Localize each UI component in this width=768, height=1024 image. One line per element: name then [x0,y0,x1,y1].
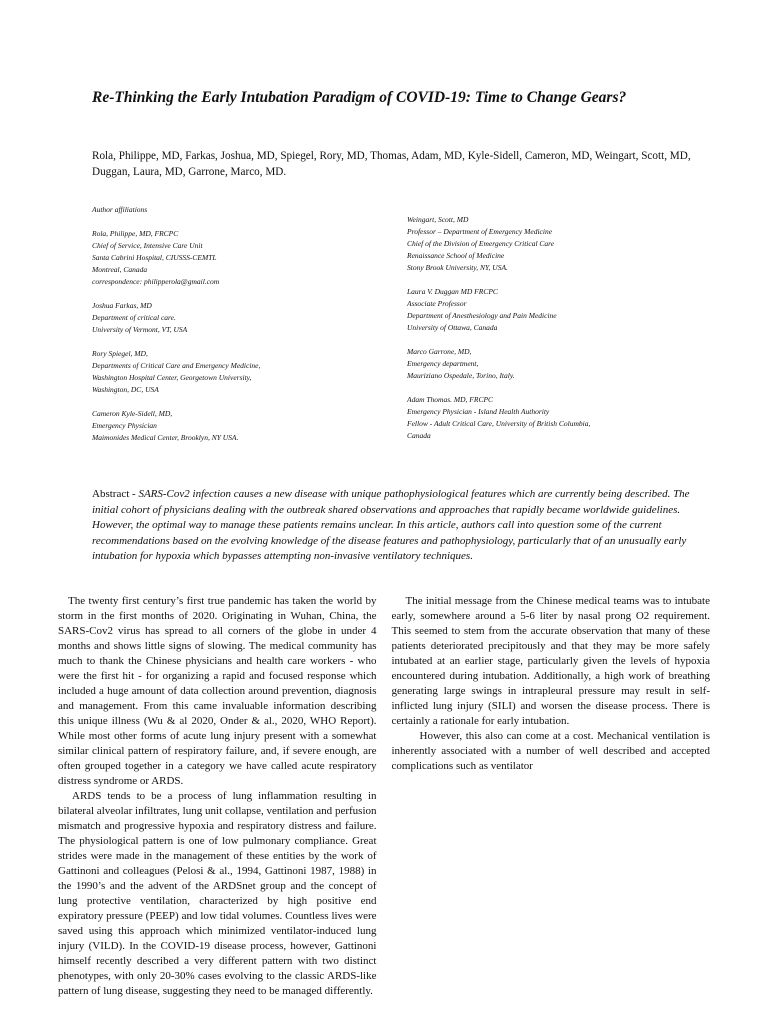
affiliation-block [92,348,392,396]
affiliation-line: Marco Garrone, MD, [407,347,472,356]
affiliation-line: Chief of the Division of Emergency Critical Care [407,239,555,248]
affiliation-line: Cameron Kyle-Sidell, MD, [92,409,173,418]
affiliation-line: Stony Brook University, NY, USA. [407,263,508,272]
affiliation-line: Joshua Farkas, MD [92,301,152,310]
affiliation-line: Montreal, Canada [92,265,148,274]
affiliation-line: Washington Hospital Center, Georgetown University, [92,373,252,382]
body-paragraph: The initial message from the Chinese medical teams was to intubate early, somewhere around a 5-6 liter by nasal prong O2 requirement. This seemed to stem from the accurate observation that many of these patients deteriorated precipitously and that they may be more safely intubated at an earlier stage, particularly given the levels of hypoxia encountered during intubation. Additionally, a high work of breathing generating large swings in intrapleural pressure may result in self-inflicted lung injury (SILI) and worsen the disease process. There is certainly a rationale for early intubation. [391,595,710,727]
abstract-label: Abstract - [92,488,139,500]
affiliation-line: Canada [407,431,431,440]
affiliation-line: Rola, Philippe, MD, FRCPC [92,229,179,238]
affiliation-line: Rory Spiegel, MD, [92,349,148,358]
body-text-columns [58,594,710,1014]
affiliation-email[interactable]: correspondence: philipperola@gmail.com [92,277,220,286]
affiliation-line: Laura V. Duggan MD FRCPC [407,287,498,296]
affiliation-line: University of Vermont, VT, USA [92,325,188,334]
affiliations-left-column [92,204,392,456]
affiliation-line: Associate Professor [407,299,467,308]
affiliation-line: Weingart, Scott, MD [407,215,469,224]
affiliation-block [92,228,392,288]
body-paragraph: ARDS tends to be a process of lung inflammation resulting in bilateral alveolar infiltrates, lung unit collapse, ventilation and perfusion mismatch and progressive hypoxia and respiratory distress and failure. The physiological pattern is one of low pulmonary compliance. Great strides were made in the management of these entities by the work of Gattinoni and colleagues (Pelosi & al., 1994, Gattinoni 1987, 1988) in the 1990’s and the advent of the ARDSnet group and the concept of lung protective ventilation, characterized by high positive end expiratory pressure (PEEP) and low tidal volumes. Countless lives were saved using this approach which minimized ventilator-induced lung injury (VILD). In the COVID-19 disease process, however, Gattinoni himself recently described a very different pattern with two distinct phenotypes, with only 20-30% cases evolving to the classic ARDS-like pattern of lung disease, suggesting they need to be managed differently. [58,790,377,997]
author-list: Rola, Philippe, MD, Farkas, Joshua, MD, Spiegel, Rory, MD, Thomas, Adam, MD, Kyle-Sidell, Cameron, MD, Weingart, Scott, MD, Duggan, Laura, MD, Garrone, Marco, MD. [92,150,691,178]
affiliation-block [407,346,707,382]
affiliation-block [407,214,707,274]
affiliation-line: Mauriziano Ospedale, Torino, Italy. [407,371,515,380]
affiliation-block [407,394,707,442]
affiliation-block [92,300,392,336]
affiliation-line: Emergency Physician [92,421,157,430]
affiliation-line: Washington, DC, USA [92,385,159,394]
affiliations-heading: Author affiliations [92,205,148,214]
affiliation-line: Renaissance School of Medicine [407,251,505,260]
body-paragraph: However, this also can come at a cost. Mechanical ventilation is inherently associated with a number of well described and accepted complications such as ventilator [391,730,710,772]
affiliations-right-column [407,214,707,454]
affiliation-block [92,408,392,444]
affiliation-line: Fellow - Adult Critical Care, University of British Columbia, [407,419,591,428]
affiliation-line: Department of Anesthesiology and Pain Medicine [407,311,557,320]
abstract-text: SARS-Cov2 infection causes a new disease with unique pathophysiological features which are currently being described. The initial cohort of physicians dealing with the outbreak shared observations and approaches that rapidly became worldwide guidelines. However, the optimal way to manage these patients remains unclear. In this article, authors call into question some of the current recommendations based on the evolving knowledge of the disease features and pathophysiology, particularly that of an unusually early intubation for hypoxia which bypasses attempting non-invasive ventilatory techniques. [92,488,690,562]
affiliation-line: Departments of Critical Care and Emergency Medicine, [92,361,261,370]
affiliation-line: Department of critical care. [92,313,176,322]
affiliation-line: Chief of Service, Intensive Care Unit [92,241,203,250]
body-paragraph: The twenty first century’s first true pandemic has taken the world by storm in the first months of 2020. Originating in Wuhan, China, the SARS-Cov2 virus has spread to all corners of the globe in under 4 months and shows little signs of slowing. The medical community has much to thank the Chinese physicians and health care workers - who were the first hit - for organizing a rapid and focused response which included a huge amount of data collection around prevention, diagnosis and management. From this came invaluable information describing this unique illness (Wu & al 2020, Onder & al., 2020, WHO Report). While most other forms of acute lung injury present with a somewhat similar clinical pattern of respiratory failure, and, if severe enough, are often grouped together in a category we have called acute respiratory distress syndrome or ARDS. [58,595,377,787]
affiliation-line: Emergency department, [407,359,479,368]
abstract [92,487,692,565]
paper-title: Re-Thinking the Early Intubation Paradigm of COVID-19: Time to Change Gears? [92,89,627,106]
affiliation-line: University of Ottawa, Canada [407,323,498,332]
affiliation-line: Emergency Physician - Island Health Authority [407,407,550,416]
affiliation-line: Professor – Department of Emergency Medicine [407,227,553,236]
affiliation-line: Santa Cabrini Hospital, CIUSSS-CEMTL [92,253,217,262]
affiliation-line: Adam Thomas. MD, FRCPC [407,395,494,404]
affiliation-block [407,286,707,334]
affiliation-line: Maimonides Medical Center, Brooklyn, NY USA. [92,433,239,442]
